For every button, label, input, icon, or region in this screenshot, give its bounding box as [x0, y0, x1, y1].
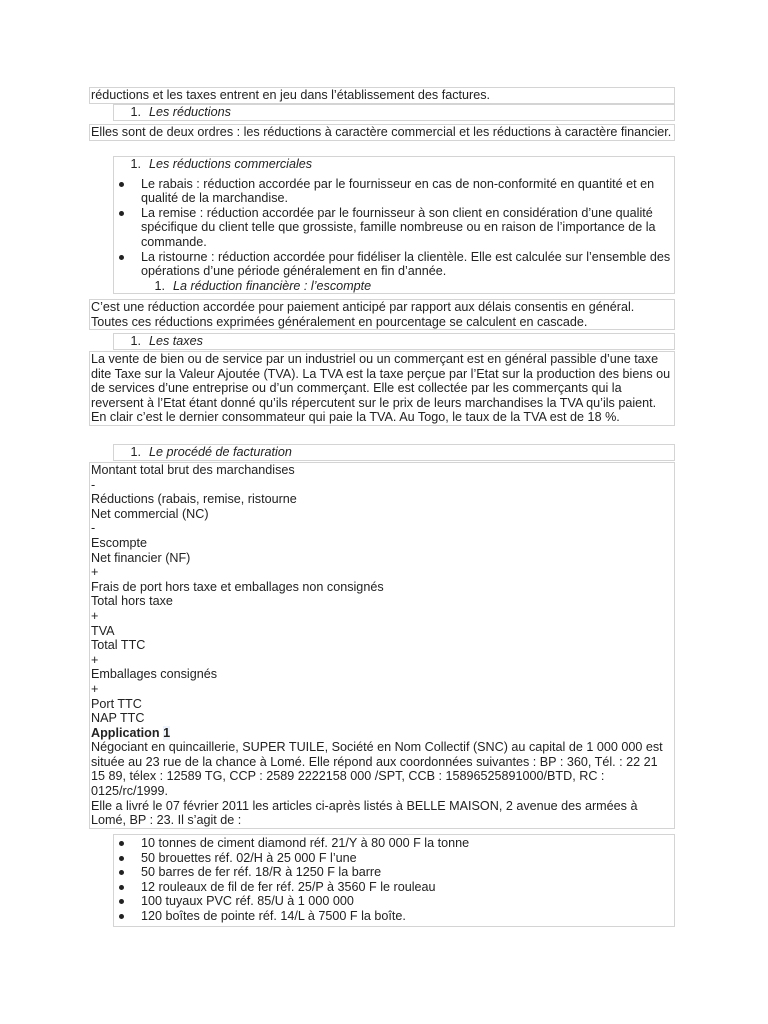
application-paragraph-1: Négociant en quincaillerie, SUPER TUILE, Société en Nom Collectif (SNC) au capital de 1 000 000 est située au 23 rue de la chance à Lomé. Elle répond aux coordonnées suivantes : BP : 360, Tél. : 22 21 15 89, télex : 12589 TG, CCP : 2589 2222158 000 /SPT, CCB : 15896525891000/BTD, RC : 0125/rc/1999.	[91, 740, 663, 799]
list-item: 100 tuyaux PVC réf. 85/U à 1 000 000	[115, 894, 673, 909]
facturation-line: NAP TTC	[91, 711, 145, 726]
facturation-line: Escompte	[91, 535, 147, 550]
heading-number: 1.	[130, 334, 141, 348]
financiere-paragraph	[89, 299, 675, 330]
heading-commerciales	[115, 157, 673, 172]
facturation-line: Net commercial (NC)	[91, 506, 209, 521]
reductions-paragraph	[89, 124, 675, 141]
list-item: 120 boîtes de pointe réf. 14/L à 7500 F la boîte.	[115, 909, 673, 924]
taxes-text: La vente de bien ou de service par un industriel ou un commerçant est en général passible d’une taxe dite Taxe sur la Valeur Ajoutée (TVA). La TVA est la taxe perçue par l’Etat sur la production des biens ou de services d’une entreprise ou d’un commerçant. Elle est collectée par les commerçants qui la reversent à l’Etat étant donné qu’ils répercutent sur le prix de leurs marchandises la TVA qu’ils paient. En clair c’est le dernier consommateur qui paie la TVA. Au Togo, le taux de la TVA est de 18 %.	[91, 352, 671, 425]
application-number: 1	[163, 725, 171, 740]
heading-title: Le procédé de facturation	[149, 445, 292, 459]
application-prefix: Application	[91, 725, 164, 740]
list-item: 12 rouleaux de fil de fer réf. 25/P à 3560 F le rouleau	[115, 880, 673, 895]
facturation-line: +	[91, 652, 99, 667]
heading-title: La réduction financière : l’escompte	[173, 278, 372, 293]
facturation-line: Port TTC	[91, 696, 142, 711]
articles-block	[113, 834, 675, 927]
facturation-line: -	[91, 521, 96, 536]
heading-financiere	[115, 279, 673, 294]
commerciales-block	[113, 156, 675, 294]
heading-taxes	[113, 333, 675, 350]
list-item: La remise : réduction accordée par le fournisseur à son client en considération d’une qualité spécifique du client telle que grossiste, famille nombreuse ou en raison de l’importance de la commande.	[115, 206, 673, 250]
list-item: Le rabais : réduction accordée par le fournisseur en cas de non-conformité en quantité et en qualité de la marchandise.	[115, 177, 673, 206]
list-item: 50 brouettes réf. 02/H à 25 000 F l’une	[115, 851, 673, 866]
heading-title: Les réductions	[149, 105, 231, 119]
facturation-line: Net financier (NF)	[91, 550, 191, 565]
heading-facturation	[113, 444, 675, 461]
heading-number: 1.	[130, 105, 141, 119]
articles-list	[115, 836, 673, 924]
heading-number: 1.	[130, 157, 141, 171]
facturation-line: +	[91, 681, 99, 696]
facturation-line: Total TTC	[91, 638, 146, 653]
reductions-text: Elles sont de deux ordres : les réductions à caractère commercial et les réductions à caractère financier.	[91, 125, 672, 139]
facturation-line: +	[91, 608, 99, 623]
facturation-line: Total hors taxe	[91, 594, 173, 609]
application-heading	[91, 726, 673, 741]
heading-number: 1.	[130, 445, 141, 459]
taxes-paragraph	[89, 351, 675, 426]
facturation-line: +	[91, 565, 99, 580]
facturation-line: Montant total brut des marchandises	[91, 463, 295, 477]
heading-title: Les taxes	[149, 334, 203, 348]
intro-paragraph	[89, 87, 675, 104]
list-item: 50 barres de fer réf. 18/R à 1250 F la barre	[115, 865, 673, 880]
facturation-line: Emballages consignés	[91, 667, 218, 682]
facturation-line: Frais de port hors taxe et emballages non consignés	[91, 579, 384, 594]
intro-text: réductions et les taxes entrent en jeu dans l’établissement des factures.	[91, 88, 491, 102]
heading-title: Les réductions commerciales	[149, 157, 313, 171]
list-item: 10 tonnes de ciment diamond réf. 21/Y à 80 000 F la tonne	[115, 836, 673, 851]
heading-number: 1.	[154, 278, 165, 293]
list-item: La ristourne : réduction accordée pour fidéliser la clientèle. Elle est calculée sur l’ensemble des opérations d’une période généralement en fin d’année.	[115, 250, 673, 279]
heading-reductions	[113, 104, 675, 121]
commerciales-list	[115, 177, 673, 279]
facturation-line: Réductions (rabais, remise, ristourne	[91, 492, 297, 507]
facturation-line: -	[91, 477, 96, 492]
facturation-line: TVA	[91, 623, 115, 638]
facturation-block	[89, 462, 675, 829]
application-paragraph-2: Elle a livré le 07 février 2011 les articles ci-après listés à BELLE MAISON, 2 avenue des armées à Lomé, BP : 23. Il s’agit de :	[91, 798, 638, 828]
financiere-text: C’est une réduction accordée pour paiement anticipé par rapport aux délais consentis en général. Toutes ces réductions exprimées généralement en pourcentage se calculent en cascade.	[91, 300, 635, 329]
